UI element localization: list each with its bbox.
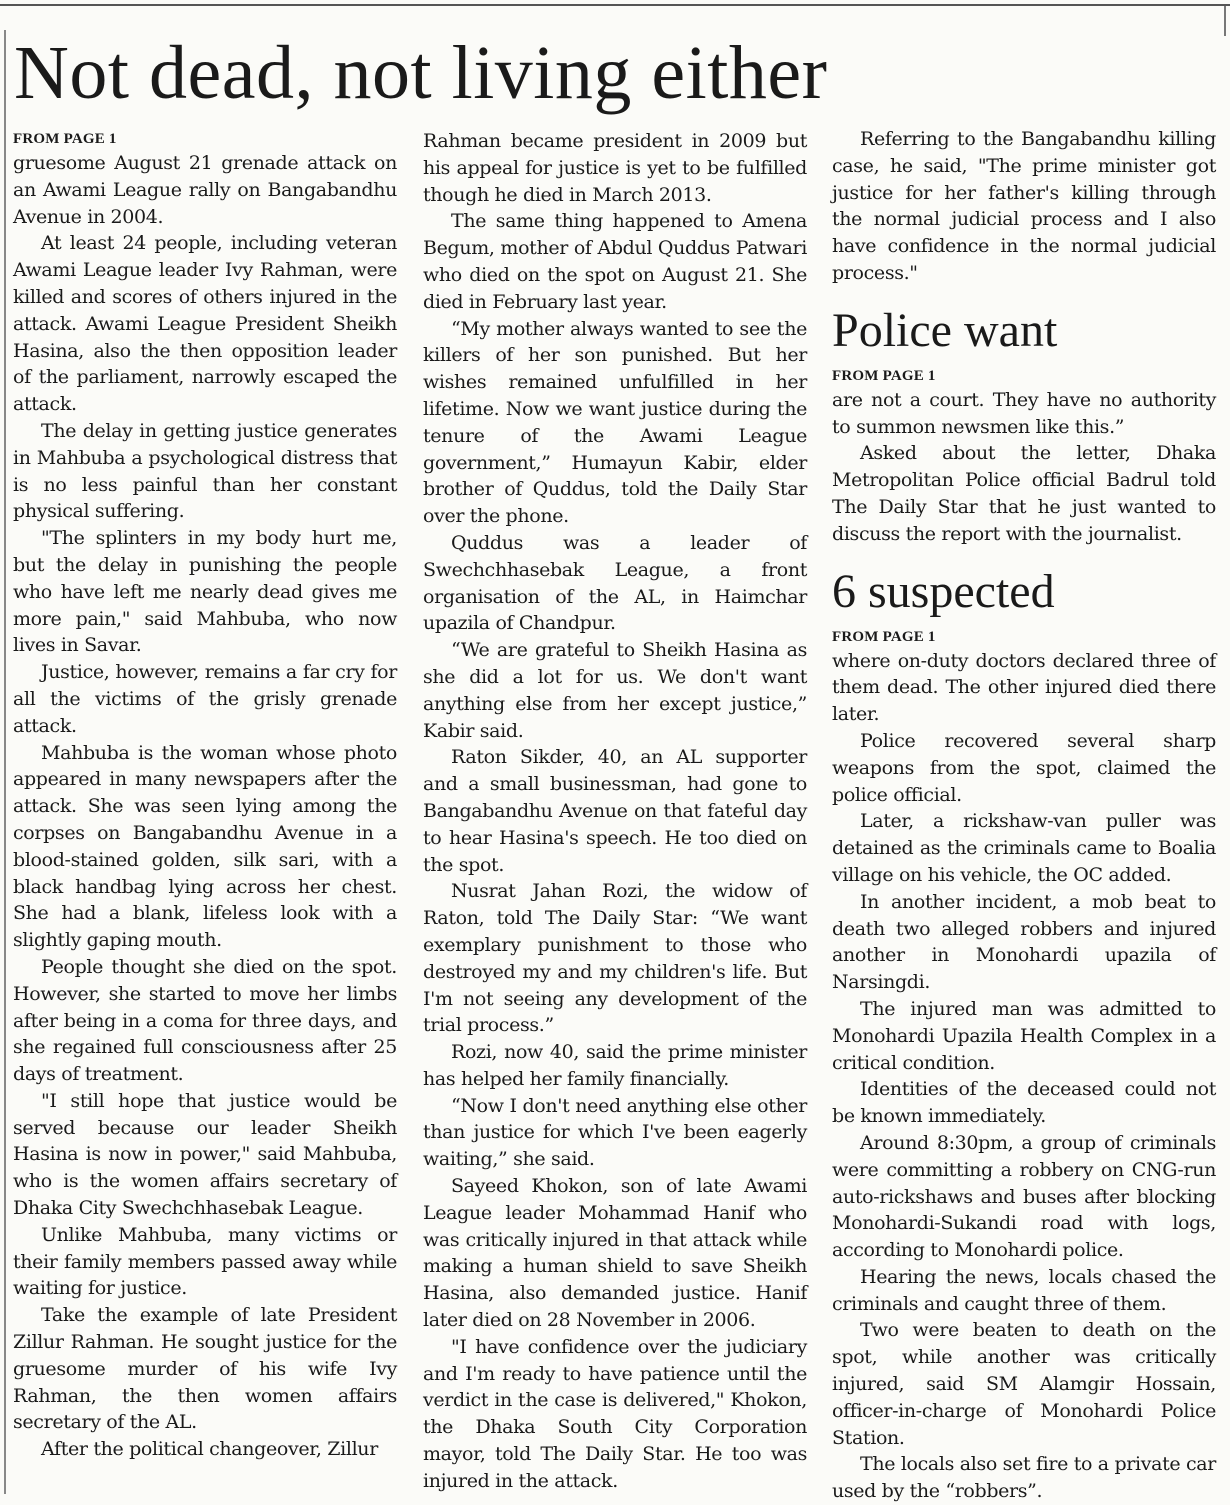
from-page-kicker: FROM PAGE 1 [13, 131, 117, 147]
paragraph: The same thing happened to Amena Begum, mother of Abdul Quddus Patwari who died on the spot on August 21. She died in February last year. [423, 210, 807, 313]
article-column-2 [423, 128, 807, 1495]
paragraph: Take the example of late President Zillur Rahman. He sought justice for the gruesome murder of his wife Ivy Rahman, the then women affairs secretary of the AL. [13, 1304, 397, 1434]
paragraph: where on-duty doctors declared three of them dead. The other injured died there later. [832, 649, 1216, 726]
paragraph: Asked about the letter, Dhaka Metropolitan Police official Badrul told The Daily Star that he just wanted to discuss the report with the journalist. [832, 442, 1216, 545]
paragraph: "I have confidence over the judiciary and I'm ready to have patience until the verdict in the case is delivered," Khokon, the Dhaka South City Corporation mayor, told The Daily Star. He too was injured in the attack. [423, 1335, 807, 1492]
from-page-kicker: FROM PAGE 1 [832, 628, 936, 645]
paragraph: Two were beaten to death on the spot, while another was critically injured, said SM Alamgir Hossain, officer-in-charge of Monohardi Police Station. [832, 1319, 1216, 1449]
paragraph: Police recovered several sharp weapons from the spot, claimed the police official. [832, 729, 1216, 806]
paragraph: Justice, however, remains a far cry for all the victims of the grisly grenade attack. [13, 661, 397, 737]
main-headline: Not dead, not living either [14, 31, 828, 115]
paragraph: Hearing the news, locals chased the criminals and caught three of them. [832, 1265, 1216, 1315]
paragraph: Identities of the deceased could not be known immediately. [832, 1078, 1216, 1128]
paragraph: The injured man was admitted to Monohardi Upazila Health Complex in a critical condition. [832, 997, 1216, 1074]
paragraph: "The splinters in my body hurt me, but the delay in punishing the people who have left me nearly dead gives me more pain," said Mahbuba, who now lives in Savar. [13, 527, 397, 657]
paragraph: Mahbuba is the woman whose photo appeared in many newspapers after the attack. She was seen lying among the corpses on Bangabandhu Avenue in a blood-stained golden, silk sari, with a black handbag lying across her chest. She had a blank, lifeless look with a slightly gaping mouth. [13, 741, 397, 952]
article-column-3 [832, 126, 1216, 1505]
paragraph: At least 24 people, including veteran Awami League leader Ivy Rahman, were killed and scores of others injured in the attack. Awami League President Sheikh Hasina, also the then opposition leader of the parliament, narrowly escaped the attack. [13, 232, 397, 416]
paragraph: Rozi, now 40, said the prime minister has helped her family financially. [423, 1041, 807, 1090]
paragraph: Around 8:30pm, a group of criminals were committing a robbery on CNG-run auto-rickshaws and buses after blocking Monohardi-Sukandi road with logs, according to Monohardi police. [832, 1131, 1216, 1262]
paragraph: Quddus was a leader of Swechchhasebak League, a front organisation of the AL, in Haimchar upazila of Chandpur. [423, 531, 807, 635]
paragraph: After the political changeover, Zillur [41, 1438, 378, 1461]
paragraph: People thought she died on the spot. However, she started to move her limbs after being in a coma for three days, and she regained full consciousness after 25 days of treatment. [13, 955, 397, 1086]
police-want-headline: Police want [832, 303, 1058, 357]
left-border-rule [4, 30, 6, 1494]
paragraph: Referring to the Bangabandhu killing case, he said, "The prime minister got justice for her father's killing through the normal judicial process and I also have confidence in the normal judicial process." [832, 128, 1216, 284]
paragraph: "I still hope that justice would be served because our leader Sheikh Hasina is now in power," said Mahbuba, who is the women affairs secretary of Dhaka City Swechchhasebak League. [13, 1089, 397, 1220]
paragraph: In another incident, a mob beat to death two alleged robbers and injured another in Monohardi upazila of Narsingdi. [832, 890, 1216, 994]
paragraph: Sayeed Khokon, son of late Awami League leader Mohammad Hanif who was critically injured in that attack while making a human shield to save Sheikh Hasina, also demanded justice. Hanif later died on 28 November in 2006. [423, 1175, 807, 1332]
paragraph: “Now I don't need anything else other than justice for which I've been eagerly waiting,” she said. [423, 1094, 807, 1171]
article-column-1 [13, 128, 397, 1463]
six-suspected-headline: 6 suspected [832, 564, 1055, 618]
from-page-kicker: FROM PAGE 1 [832, 367, 936, 384]
paragraph: The delay in getting justice generates in Mahbuba a psychological distress that is no less painful than her constant physical suffering. [13, 419, 397, 523]
paragraph: Raton Sikder, 40, an AL supporter and a small businessman, had gone to Bangabandhu Avenue on that fateful day to hear Hasina's speech. He too died on the spot. [423, 746, 807, 876]
paragraph: Unlike Mahbuba, many victims or their family members passed away while waiting for justice. [13, 1223, 397, 1300]
paragraph: Later, a rickshaw-van puller was detained as the criminals came to Boalia village on his vehicle, the OC added. [832, 810, 1216, 886]
paragraph: are not a court. They have no authority to summon newsmen like this.” [832, 388, 1216, 438]
paragraph: “We are grateful to Sheikh Hasina as she did a lot for us. We don't want anything else from her except justice,” Kabir said. [423, 639, 807, 742]
paragraph: The locals also set fire to a private car used by the “robbers”. [832, 1453, 1216, 1503]
paragraph: Nusrat Jahan Rozi, the widow of Raton, told The Daily Star: “We want exemplary punishment to those who destroyed my and my children's life. But I'm not seeing any development of the trial process.” [423, 880, 807, 1037]
paragraph: gruesome August 21 grenade attack on an Awami League rally on Bangabandhu Avenue in 2004. [13, 152, 397, 228]
paragraph: “My mother always wanted to see the killers of her son punished. But her wishes remained unfulfilled in her lifetime. Now we want justice during the tenure of the Awami League government,” Humayun Kabir, elder brother of Quddus, told the Daily Star over the phone. [423, 317, 807, 528]
top-border-rule [0, 4, 1230, 6]
right-border-rule [1224, 6, 1226, 36]
paragraph: Rahman became president in 2009 but his appeal for justice is yet to be fulfilled though he died in March 2013. [423, 130, 807, 206]
